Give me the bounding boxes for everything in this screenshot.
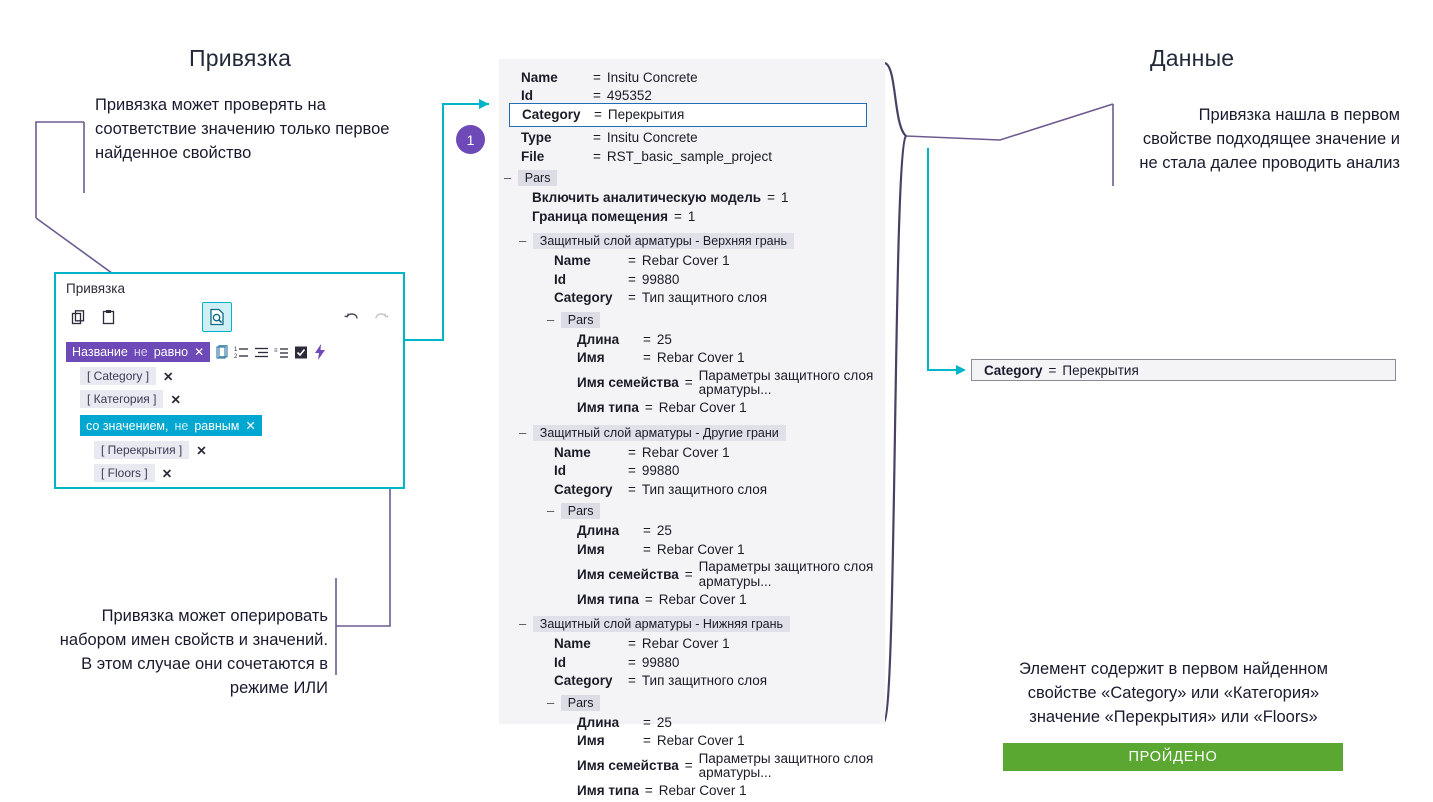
param-value: 25: [656, 714, 672, 730]
highlighted-category-row[interactable]: [509, 103, 867, 127]
equals-sign: =: [628, 290, 636, 306]
equals-sign: =: [593, 88, 601, 104]
rule-property-row[interactable]: [66, 342, 403, 362]
param-value: Rebar Cover 1: [656, 350, 745, 366]
group-title: Защитный слой арматуры - Верхняя грань: [533, 233, 794, 249]
equals-sign: =: [593, 130, 601, 146]
tree-row: [521, 148, 885, 166]
svg-text:≡: ≡: [274, 347, 278, 354]
pars-label: Pars: [561, 503, 601, 519]
param-key: Имя семейства: [577, 375, 679, 391]
close-icon[interactable]: ✕: [170, 392, 181, 407]
equals-sign: =: [593, 148, 601, 164]
equals-sign: =: [643, 523, 651, 539]
property-operator-label: равно: [153, 345, 189, 359]
field-key: Name: [554, 444, 591, 460]
left-column-title: Привязка: [189, 45, 292, 71]
param-key: Имя: [577, 350, 605, 366]
pars-label: Pars: [561, 695, 601, 711]
param-value: Rebar Cover 1: [658, 400, 747, 416]
param-value: Rebar Cover 1: [656, 541, 745, 557]
equals-sign: =: [643, 331, 651, 347]
property-negation-label: не: [133, 345, 148, 359]
data-tree[interactable]: [499, 59, 885, 799]
field-key: Id: [554, 271, 566, 287]
collapse-toggle-icon[interactable]: –: [519, 616, 527, 632]
close-icon[interactable]: ✕: [161, 466, 173, 481]
field-key: Category: [522, 106, 581, 122]
equals-sign: =: [628, 463, 636, 479]
pars-label: Pars: [518, 170, 558, 186]
svg-text:2: 2: [234, 353, 238, 360]
equals-sign: =: [643, 541, 651, 557]
pass-status-button[interactable]: ПРОЙДЕНО: [1003, 743, 1343, 771]
field-value: Rebar Cover 1: [641, 253, 730, 269]
field-value: Перекрытия: [607, 106, 685, 122]
close-icon[interactable]: ✕: [196, 443, 207, 458]
search-document-icon[interactable]: [202, 302, 232, 332]
field-value: Тип защитного слоя: [641, 481, 768, 497]
param-key: Имя: [577, 541, 605, 557]
param-value: Параметры защитного слоя арматуры...: [698, 367, 874, 398]
equals-sign: =: [644, 591, 653, 607]
param-value: Rebar Cover 1: [658, 783, 747, 799]
param-value: Параметры защитного слоя арматуры...: [698, 559, 874, 589]
tree-row: [554, 252, 885, 270]
tree-row: [554, 462, 885, 480]
field-key: Id: [554, 463, 566, 479]
param-key: Длина: [577, 714, 620, 730]
value-operator-label: равным: [194, 418, 240, 433]
equals-sign: =: [644, 783, 653, 799]
tree-row: [554, 444, 885, 462]
equals-sign: =: [628, 253, 636, 269]
matched-property-box: [971, 359, 1396, 381]
tree-row: [532, 189, 885, 207]
redo-icon[interactable]: [369, 305, 393, 329]
close-icon[interactable]: ✕: [163, 369, 174, 384]
annotation-bottom-right: Элемент содержит в первом найденном свойстве «Category» или «Категория» значение «Перекрытия» или «Floors»: [1019, 660, 1328, 726]
tree-row: [554, 635, 885, 653]
tree-group-pars[interactable]: [499, 312, 885, 328]
field-value: Rebar Cover 1: [641, 444, 730, 460]
binding-panel[interactable]: [54, 272, 405, 489]
rule-row-icons: [215, 344, 326, 360]
field-value: 99880: [641, 654, 680, 670]
equals-sign: =: [628, 481, 636, 497]
result-key: Category: [984, 362, 1043, 378]
field-key: Name: [521, 70, 558, 85]
result-value: Перекрытия: [1062, 362, 1139, 378]
field-key: Category: [554, 290, 613, 306]
equals-sign: =: [628, 673, 636, 689]
list-indent-icon[interactable]: [274, 345, 289, 360]
value-condition-chip[interactable]: [80, 415, 262, 436]
tree-row: [577, 714, 885, 732]
param-value: 1: [687, 208, 696, 224]
param-value: Параметры защитного слоя арматуры...: [698, 750, 874, 781]
pars-label: Pars: [561, 312, 601, 328]
equals-sign: =: [594, 106, 602, 122]
property-value-chip[interactable]: [ Категория ]: [80, 390, 163, 408]
annotation-top-left: Привязка может проверять на соответствие значению только первое найденное свойство: [95, 96, 390, 162]
param-key: Имя семейства: [577, 758, 679, 774]
tree-group-pars[interactable]: [499, 695, 885, 711]
panel-toolbar: [56, 298, 403, 336]
tree-group-header[interactable]: [499, 616, 885, 632]
collapse-toggle-icon[interactable]: –: [519, 424, 527, 440]
field-key: Type: [521, 130, 552, 146]
field-key: Id: [521, 88, 533, 104]
param-key: Длина: [577, 331, 620, 347]
param-key: Имя типа: [577, 400, 639, 416]
equals-sign: =: [643, 733, 651, 749]
paste-icon[interactable]: [96, 305, 120, 329]
tree-group-header[interactable]: [499, 425, 885, 441]
property-name-chip[interactable]: [66, 342, 210, 362]
equals-sign: =: [628, 654, 636, 670]
param-key: Имя типа: [577, 783, 639, 799]
tree-row: [554, 654, 885, 672]
equals-sign: =: [593, 70, 601, 85]
field-key: Name: [554, 253, 591, 269]
tree-row: [577, 541, 885, 559]
equals-sign: =: [1048, 362, 1057, 378]
collapse-toggle-icon[interactable]: –: [519, 233, 527, 249]
equals-sign: =: [628, 444, 636, 460]
close-icon[interactable]: ✕: [245, 419, 256, 433]
field-value: RST_basic_sample_project: [606, 148, 772, 164]
tree-row: [554, 672, 885, 690]
equals-sign: =: [684, 375, 693, 391]
field-key: Category: [554, 481, 613, 497]
tree-row: [577, 368, 885, 400]
equals-sign: =: [643, 350, 651, 366]
tree-row: [577, 782, 885, 800]
param-value: Rebar Cover 1: [658, 591, 747, 607]
equals-sign: =: [628, 636, 636, 652]
value-chip[interactable]: [ Перекрытия ]: [94, 441, 189, 459]
equals-sign: =: [684, 758, 693, 774]
tree-row: [577, 751, 885, 783]
undo-icon[interactable]: [339, 305, 363, 329]
tree-row: [521, 129, 885, 147]
param-key: Включить аналитическую модель: [532, 190, 762, 206]
rule-value-row[interactable]: [80, 415, 403, 436]
field-key: Name: [554, 636, 591, 652]
tree-row: [554, 271, 885, 289]
param-value: 25: [656, 331, 672, 347]
annotation-top-right: Привязка нашла в первом свойстве подходящее значение и не стала далее проводить анализ: [1139, 106, 1400, 172]
equals-sign: =: [674, 208, 682, 224]
equals-sign: =: [767, 190, 775, 206]
property-value-row-0[interactable]: [80, 367, 403, 385]
param-value: 25: [656, 523, 672, 539]
close-icon[interactable]: ✕: [194, 345, 205, 359]
param-key: Длина: [577, 523, 620, 539]
tree-row: [577, 399, 885, 417]
tree-row: [577, 732, 885, 750]
tree-group-pars[interactable]: [499, 503, 885, 519]
tree-row: [554, 481, 885, 499]
property-name-label: Название: [72, 345, 128, 359]
tree-row: [577, 522, 885, 540]
copy-icon[interactable]: [66, 305, 90, 329]
step-badge-1: 1: [456, 125, 485, 154]
copy-rule-icon[interactable]: [215, 345, 229, 360]
param-value: 1: [780, 190, 789, 206]
equals-sign: =: [628, 271, 636, 287]
tree-row: [577, 331, 885, 349]
value-condition-label: со значением,: [86, 418, 169, 433]
param-key: Имя типа: [577, 591, 639, 607]
collapse-toggle-icon[interactable]: –: [547, 694, 555, 710]
group-title: Защитный слой арматуры - Другие грани: [533, 425, 786, 441]
field-value: Insitu Concrete: [606, 130, 698, 146]
field-value: 495352: [606, 88, 652, 104]
value-negation-label: не: [174, 418, 189, 433]
field-key: Id: [554, 654, 566, 670]
tree-row: [577, 349, 885, 367]
param-value: Rebar Cover 1: [656, 733, 745, 749]
collapse-toggle-icon[interactable]: –: [504, 170, 512, 186]
panel-title: Привязка: [66, 281, 125, 296]
equals-sign: =: [643, 714, 651, 730]
tree-row: [577, 559, 885, 591]
tree-group-header[interactable]: [499, 233, 885, 249]
field-key: Category: [554, 673, 613, 689]
field-value: Тип защитного слоя: [641, 673, 768, 689]
collapse-toggle-icon[interactable]: –: [547, 503, 555, 519]
param-key: Граница помещения: [532, 208, 669, 224]
tree-row: [554, 289, 885, 307]
annotation-bottom-left: Привязка может оперировать набором имен свойств и значений. В этом случае они сочетаются в режиме ИЛИ: [59, 607, 328, 697]
tree-group-pars[interactable]: [499, 170, 885, 186]
tree-row: [577, 591, 885, 609]
param-key: Имя: [577, 733, 605, 749]
svg-text:1: 1: [234, 346, 238, 353]
field-value: Тип защитного слоя: [641, 290, 768, 306]
equals-sign: =: [644, 400, 653, 416]
field-value: 99880: [641, 463, 680, 479]
group-title: Защитный слой арматуры - Нижняя грань: [533, 616, 790, 632]
value-row-1[interactable]: [94, 464, 403, 482]
value-row-0[interactable]: [94, 441, 403, 459]
checkbox-icon[interactable]: [294, 345, 309, 360]
collapse-toggle-icon[interactable]: –: [547, 311, 555, 327]
param-key: Имя семейства: [577, 566, 679, 582]
equals-sign: =: [684, 566, 693, 582]
property-value-row-1[interactable]: [80, 390, 403, 408]
list-bullet-icon[interactable]: [254, 345, 269, 360]
field-value: Rebar Cover 1: [641, 636, 730, 652]
field-key: File: [521, 148, 545, 164]
field-value: 99880: [641, 271, 680, 287]
tree-row: [521, 69, 885, 87]
lightning-icon[interactable]: [314, 344, 326, 360]
value-chip[interactable]: [ Floors ]: [94, 464, 155, 482]
list-numbered-icon[interactable]: [234, 345, 249, 360]
tree-row: [532, 208, 885, 226]
field-value: Insitu Concrete: [606, 70, 698, 85]
property-value-chip[interactable]: [ Category ]: [80, 367, 156, 385]
right-column-title: Данные: [1150, 45, 1235, 71]
